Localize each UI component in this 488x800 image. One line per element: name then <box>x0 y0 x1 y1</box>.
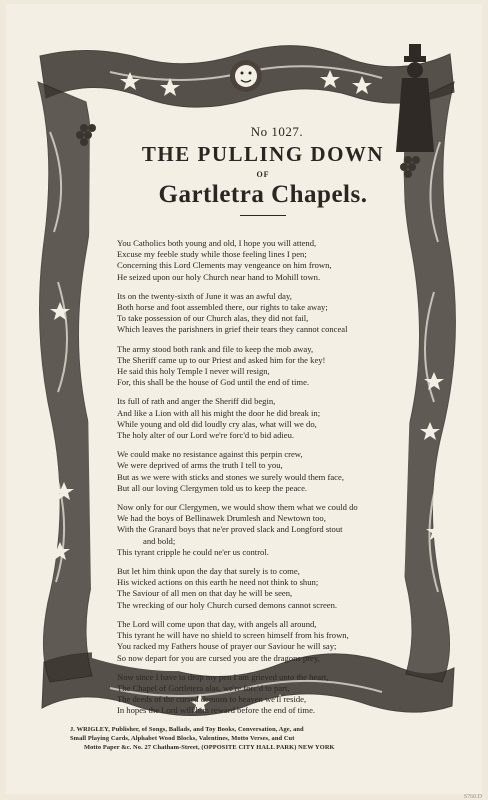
verse-line: This tyrant cripple he could ne'er us control. <box>117 546 269 557</box>
verse-line: The Lord will come upon that day, with angels all around, <box>117 618 317 629</box>
stanza <box>117 672 457 717</box>
verse-line: Which leaves the parishners in grief their tears they cannot conceal <box>117 324 348 335</box>
verse-line: The Chapel of Gortletera alas, we're forc'd to part, <box>117 682 290 693</box>
publisher-imprint <box>70 726 450 752</box>
verse-line: We had the boys of Bellinawek Drumlesh and Newtown too, <box>117 513 326 524</box>
verse-line: Both horse and foot assembled there, our rights to take away; <box>117 302 328 313</box>
imprint-line: Motto Paper &c. No. 27 Chatham-Street, (OPPOSITE CITY HALL PARK) NEW YORK <box>84 743 335 751</box>
stanza <box>117 566 457 611</box>
verse-line: His wicked actions on this earth he need not think to shun; <box>117 577 319 588</box>
verse-line: Now since I have to drop my pen I am grieved unto the heart, <box>117 671 329 682</box>
verse-line: He seized upon our holy Church near hand to Mohill town. <box>117 271 321 282</box>
verse-line: We were deprived of arms the truth I tell to you, <box>117 460 283 471</box>
verse-line: With the Granard boys that ne'er proved slack and Longford stout <box>117 524 343 535</box>
verse-line: and bold; <box>143 535 176 546</box>
verse-line: You Catholics both young and old, I hope you will attend, <box>117 238 317 248</box>
verse-line: Its full of rath and anger the Sheriff did begin, <box>117 396 276 407</box>
verse-line: But as we were with sticks and stones we surely would them face, <box>117 471 344 482</box>
verse-line: The wrecking of our holy Church cursed demons cannot screen. <box>117 599 338 610</box>
stanza <box>117 449 457 494</box>
title-connector: OF <box>256 170 270 179</box>
verse-line: But let him think upon the day that surely is to come, <box>117 566 300 577</box>
verse-line: The holy alter of our Lord we're forc'd to bid adieu. <box>117 430 295 441</box>
verse-line: Excuse my feeble study while those feeling lines I pen; <box>117 249 307 260</box>
verse-line: This tyrant he will have no shield to screen himself from his frown, <box>117 630 349 641</box>
page-subtitle: Gartletra Chapels. <box>158 181 368 208</box>
stanza <box>117 396 457 441</box>
stanza <box>117 291 457 336</box>
divider <box>240 215 286 216</box>
imprint-line: J. WRIGLEY, Publisher, of Songs, Ballads, and Toy Books, Conversation, Age, and <box>70 726 304 733</box>
verse-line: The Sheriff came up to our Priest and asked him for the key! <box>117 354 326 365</box>
verse-line: To take possession of our Church alas, they did not fail, <box>117 313 309 324</box>
verses <box>117 238 457 725</box>
verse-line: So now depart for you are cursed you are the dragons prey, <box>117 652 320 663</box>
header-block <box>96 124 430 224</box>
verse-line: But all our loving Clergymen told us to keep the peace. <box>117 482 308 493</box>
verse-line: We could make no resistance against this perpin crew, <box>117 449 303 460</box>
verse-line: In hopes the Lord will him reward before the end of time. <box>117 705 316 716</box>
verse-line: The army stood both rank and file to keep the mob away, <box>117 343 314 354</box>
page-title: THE PULLING DOWN <box>141 142 385 166</box>
verse-line: For, this shall be the house of God until the end of time. <box>117 377 310 388</box>
imprint-line: Small Playing Cards, Alphabet Wood Blocks, Valentines, Motto Verses, and Cut <box>70 734 295 742</box>
verse-line: And like a Lion with all his might the door he did break in; <box>117 407 321 418</box>
verse-line: You racked my Fathers house of prayer our Saviour he will say; <box>117 641 337 652</box>
verse-line: The deeds of the cursed demons to heaven we'll reside, <box>117 694 307 705</box>
stanza <box>117 344 457 389</box>
verse-line: He said this holy Temple I never will resign, <box>117 366 270 377</box>
stanza <box>117 502 457 558</box>
stanza <box>117 619 457 664</box>
stanza <box>117 238 457 283</box>
verse-line: While young and old did loudly cry alas, what will we do, <box>117 418 317 429</box>
verse-line: Now only for our Clergymen, we would show them what we could do <box>117 502 358 513</box>
verse-line: Its on the twenty-sixth of June it was an awful day, <box>117 290 292 301</box>
verse-line: The Saviour of all men on that day he will be seen, <box>117 588 293 599</box>
song-number: No 1027. <box>250 124 304 139</box>
catalog-mark: S760.D <box>463 794 482 800</box>
sun-face-icon <box>230 60 262 92</box>
verse-line: Concerning this Lord Clements may vengeance on him frown, <box>117 260 332 271</box>
